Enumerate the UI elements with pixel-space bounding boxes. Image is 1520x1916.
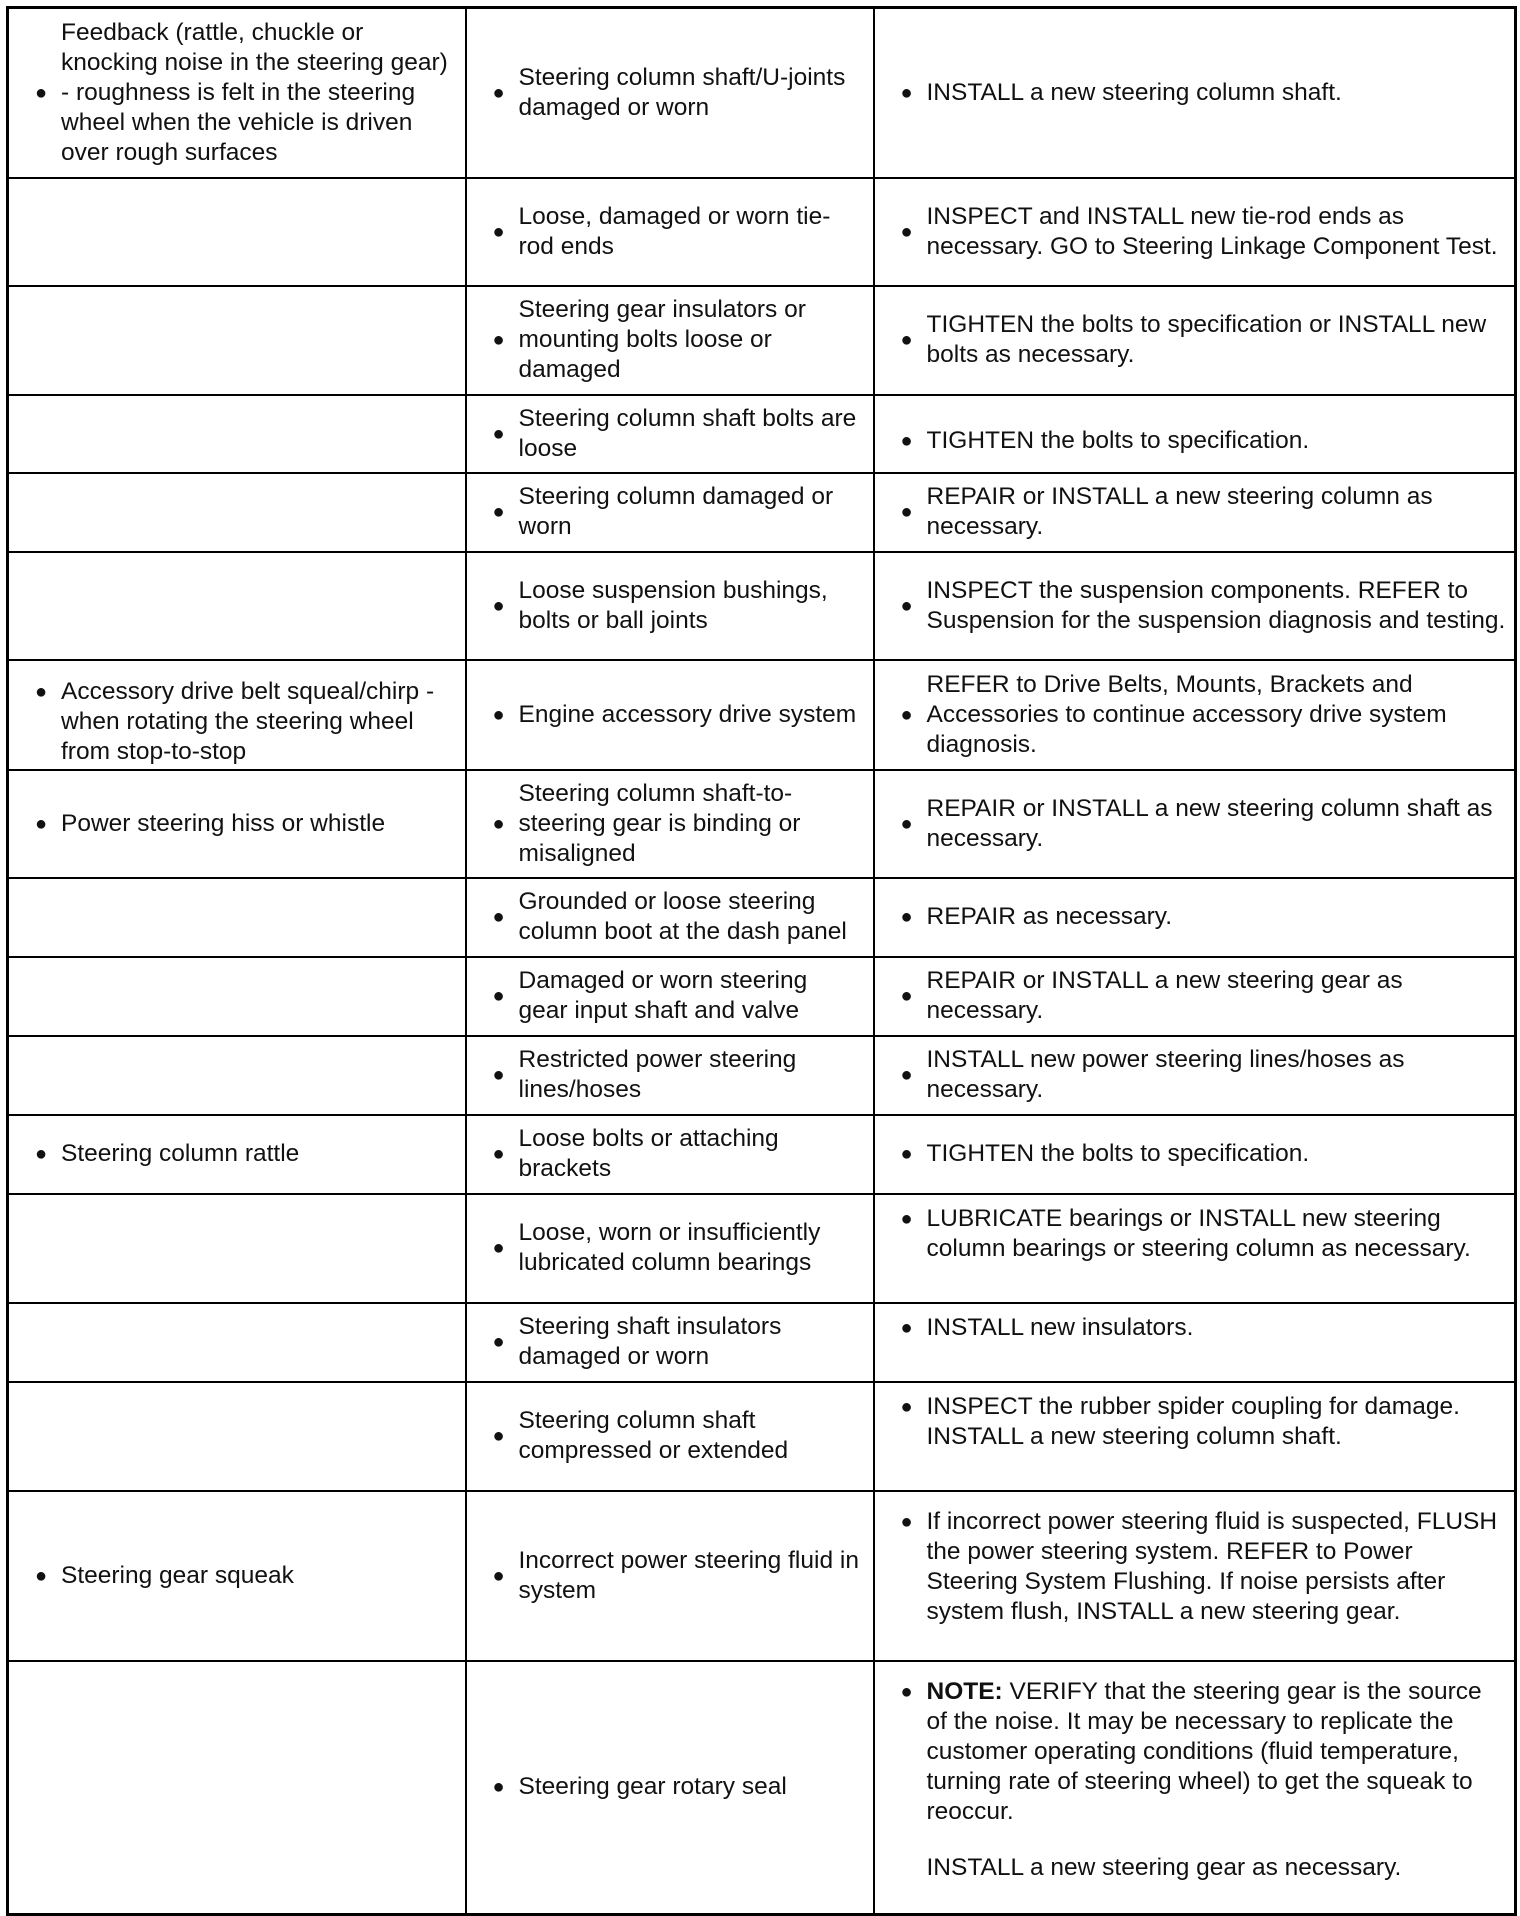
cause-text: Loose, worn or insufficiently lubricated column bearings — [518, 1219, 821, 1276]
action-text: TIGHTEN the bolts to specification. — [926, 1140, 1310, 1167]
table-row — [8, 660, 1516, 770]
action-cell — [874, 1303, 1516, 1382]
table-row — [8, 770, 1516, 878]
bullet-icon: ● — [900, 985, 913, 1007]
bullet-icon: ● — [35, 1564, 48, 1587]
action-text: INSTALL new insulators. — [926, 1314, 1194, 1341]
symptom-cell — [8, 1661, 466, 1915]
cause-cell — [466, 878, 874, 957]
cause-cell — [466, 1661, 874, 1915]
bullet-icon: ● — [900, 1681, 913, 1704]
symptom-cell — [8, 1303, 466, 1382]
cause-cell — [466, 395, 874, 473]
symptom-cell — [8, 878, 466, 957]
cause-text: Restricted power steering lines/hoses — [518, 1046, 797, 1103]
action-cell — [874, 473, 1516, 552]
cause-text: Steering shaft insulators damaged or worn — [518, 1313, 782, 1370]
cause-cell — [466, 1382, 874, 1491]
cause-text: Engine accessory drive system — [518, 700, 857, 728]
symptom-text: Steering gear squeak — [61, 1561, 294, 1589]
action-text: REPAIR as necessary. — [926, 903, 1173, 930]
cause-cell — [466, 1194, 874, 1303]
table-row — [8, 1194, 1516, 1303]
action-cell — [874, 1194, 1516, 1303]
action-text: INSTALL a new steering column shaft. — [926, 78, 1342, 106]
bullet-icon: ● — [900, 81, 913, 104]
action-cell — [874, 395, 1516, 473]
bullet-icon: ● — [900, 1208, 913, 1230]
table-row — [8, 178, 1516, 286]
bullet-icon: ● — [35, 1143, 48, 1165]
cause-text: Steering column shaft-to-steering gear is binding or misaligned — [518, 779, 801, 867]
bullet-icon: ● — [492, 1331, 505, 1353]
bullet-icon: ● — [492, 985, 505, 1007]
bullet-icon: ● — [900, 906, 913, 928]
symptom-cell — [8, 178, 466, 286]
bullet-icon: ● — [900, 1143, 913, 1165]
symptom-cell — [8, 957, 466, 1036]
action-cell — [874, 1382, 1516, 1491]
action-text: INSTALL new power steering lines/hoses as necessary. — [926, 1046, 1405, 1103]
action-cell — [874, 660, 1516, 770]
bullet-icon: ● — [492, 703, 505, 726]
action-text: INSPECT and INSTALL new tie-rod ends as necessary. GO to Steering Linkage Component Test. — [926, 202, 1498, 260]
bullet-icon: ● — [492, 501, 505, 523]
symptom-cell — [8, 770, 466, 878]
cause-cell — [466, 1303, 874, 1382]
note-text: VERIFY that the steering gear is the source of the noise. It may be necessary to replicate the customer operating conditions (fluid temperature, turning rate of steering wheel) to get the squeak to reoccur. — [926, 1678, 1482, 1826]
bullet-icon: ● — [492, 329, 505, 351]
action-text: REPAIR or INSTALL a new steering gear as necessary. — [926, 967, 1403, 1024]
table-row — [8, 1303, 1516, 1382]
cause-text: Steering gear rotary seal — [518, 1773, 787, 1801]
cause-cell — [466, 1491, 874, 1661]
cause-cell — [466, 286, 874, 395]
bullet-icon: ● — [900, 703, 913, 726]
bullet-icon: ● — [900, 501, 913, 523]
bullet-icon: ● — [492, 1776, 505, 1799]
action-text — [927, 1677, 1507, 1883]
bullet-icon: ● — [35, 812, 48, 835]
action-text: TIGHTEN the bolts to specification. — [926, 426, 1310, 454]
bullet-icon: ● — [900, 429, 913, 452]
table-row — [8, 286, 1516, 395]
cause-text: Damaged or worn steering gear input shaft and valve — [518, 967, 808, 1024]
table-row — [8, 8, 1516, 178]
bullet-icon: ● — [492, 906, 505, 928]
table-row — [8, 1115, 1516, 1194]
cause-text: Steering column shaft bolts are loose — [518, 404, 857, 462]
action-text: REPAIR or INSTALL a new steering column shaft as necessary. — [926, 794, 1493, 852]
table-row — [8, 878, 1516, 957]
symptom-text: Steering column rattle — [61, 1140, 300, 1167]
bullet-icon: ● — [900, 1510, 913, 1533]
bullet-icon: ● — [492, 1143, 505, 1165]
action-text: TIGHTEN the bolts to specification or INSTALL new bolts as necessary. — [926, 311, 1487, 368]
bullet-icon: ● — [35, 81, 48, 104]
cause-text: Grounded or loose steering column boot at the dash panel — [518, 888, 847, 945]
symptom-cell — [8, 1036, 466, 1115]
symptom-cell — [8, 473, 466, 552]
cause-cell — [466, 770, 874, 878]
bullet-icon: ● — [35, 680, 48, 703]
cause-cell — [466, 178, 874, 286]
cause-text: Loose bolts or attaching brackets — [518, 1125, 779, 1182]
action-cell — [874, 1661, 1516, 1915]
cause-cell — [466, 552, 874, 660]
action-text: INSPECT the suspension components. REFER to Suspension for the suspension diagnosis and testing. — [926, 576, 1506, 634]
bullet-icon: ● — [900, 1317, 913, 1339]
diagnosis-table — [6, 6, 1517, 1916]
bullet-icon: ● — [492, 422, 505, 445]
action-text: If incorrect power steering fluid is suspected, FLUSH the power steering system. REFER to Power Steering System Flushing. If noise persists after system flush, INSTALL a new steering gear. — [926, 1507, 1498, 1625]
symptom-cell — [8, 1194, 466, 1303]
cause-cell — [466, 1115, 874, 1194]
action-cell — [874, 286, 1516, 395]
table-row — [8, 1661, 1516, 1915]
bullet-icon: ● — [492, 1564, 505, 1587]
action-cell — [874, 1115, 1516, 1194]
action-cell — [874, 770, 1516, 878]
bullet-icon: ● — [900, 594, 913, 617]
bullet-icon: ● — [492, 220, 505, 243]
bullet-icon: ● — [492, 81, 505, 104]
symptom-cell — [8, 286, 466, 395]
symptom-text: Accessory drive belt squeal/chirp - when rotating the steering wheel from stop-to-stop — [61, 677, 435, 765]
symptom-cell — [8, 1115, 466, 1194]
cause-text: Steering column damaged or worn — [518, 483, 834, 540]
bullet-icon: ● — [492, 1425, 505, 1447]
action-cell — [874, 552, 1516, 660]
cause-text: Incorrect power steering fluid in system — [518, 1546, 859, 1604]
bullet-icon: ● — [900, 1396, 913, 1418]
table-row — [8, 1491, 1516, 1661]
action-cell — [874, 8, 1516, 178]
symptom-text: Feedback (rattle, chuckle or knocking noise in the steering gear) - roughness is felt in the steering wheel when the vehicle is driven over rough surfaces — [61, 18, 448, 166]
action-text: REFER to Drive Belts, Mounts, Brackets and Accessories to continue accessory drive system diagnosis. — [926, 670, 1447, 758]
symptom-cell — [8, 552, 466, 660]
symptom-text: Power steering hiss or whistle — [61, 809, 386, 837]
bullet-icon: ● — [900, 220, 913, 243]
action-paragraph-2: INSTALL a new steering gear as necessary. — [926, 1854, 1402, 1882]
action-cell — [874, 1036, 1516, 1115]
cause-cell — [466, 660, 874, 770]
bullet-icon: ● — [492, 1237, 505, 1259]
bullet-icon: ● — [900, 329, 913, 351]
cause-text: Loose suspension bushings, bolts or ball joints — [518, 576, 828, 634]
table-row — [8, 473, 1516, 552]
cause-cell — [466, 1036, 874, 1115]
bullet-icon: ● — [900, 812, 913, 835]
action-text: INSPECT the rubber spider coupling for damage. INSTALL a new steering column shaft. — [926, 1393, 1460, 1450]
bullet-icon: ● — [492, 594, 505, 617]
cause-text: Steering column shaft/U-joints damaged or worn — [518, 63, 846, 121]
cause-text: Steering gear insulators or mounting bolts loose or damaged — [518, 296, 806, 383]
action-cell — [874, 178, 1516, 286]
cause-cell — [466, 8, 874, 178]
cause-cell — [466, 473, 874, 552]
table-row — [8, 957, 1516, 1036]
table-row — [8, 552, 1516, 660]
cause-text: Steering column shaft compressed or extended — [518, 1407, 789, 1464]
action-cell — [874, 1491, 1516, 1661]
table-row — [8, 395, 1516, 473]
action-text: REPAIR or INSTALL a new steering column as necessary. — [926, 483, 1433, 540]
bullet-icon: ● — [492, 1064, 505, 1086]
cause-text: Loose, damaged or worn tie-rod ends — [518, 202, 831, 260]
symptom-cell — [8, 1382, 466, 1491]
bullet-icon: ● — [492, 812, 505, 835]
action-cell — [874, 957, 1516, 1036]
symptom-cell — [8, 660, 466, 770]
action-text: LUBRICATE bearings or INSTALL new steering column bearings or steering column as necessary. — [926, 1205, 1471, 1262]
bullet-icon: ● — [900, 1064, 913, 1086]
symptom-cell — [8, 8, 466, 178]
action-cell — [874, 878, 1516, 957]
cause-cell — [466, 957, 874, 1036]
table-row — [8, 1036, 1516, 1115]
symptom-cell — [8, 395, 466, 473]
note-label: NOTE: — [926, 1678, 1003, 1706]
symptom-cell — [8, 1491, 466, 1661]
table-row — [8, 1382, 1516, 1491]
